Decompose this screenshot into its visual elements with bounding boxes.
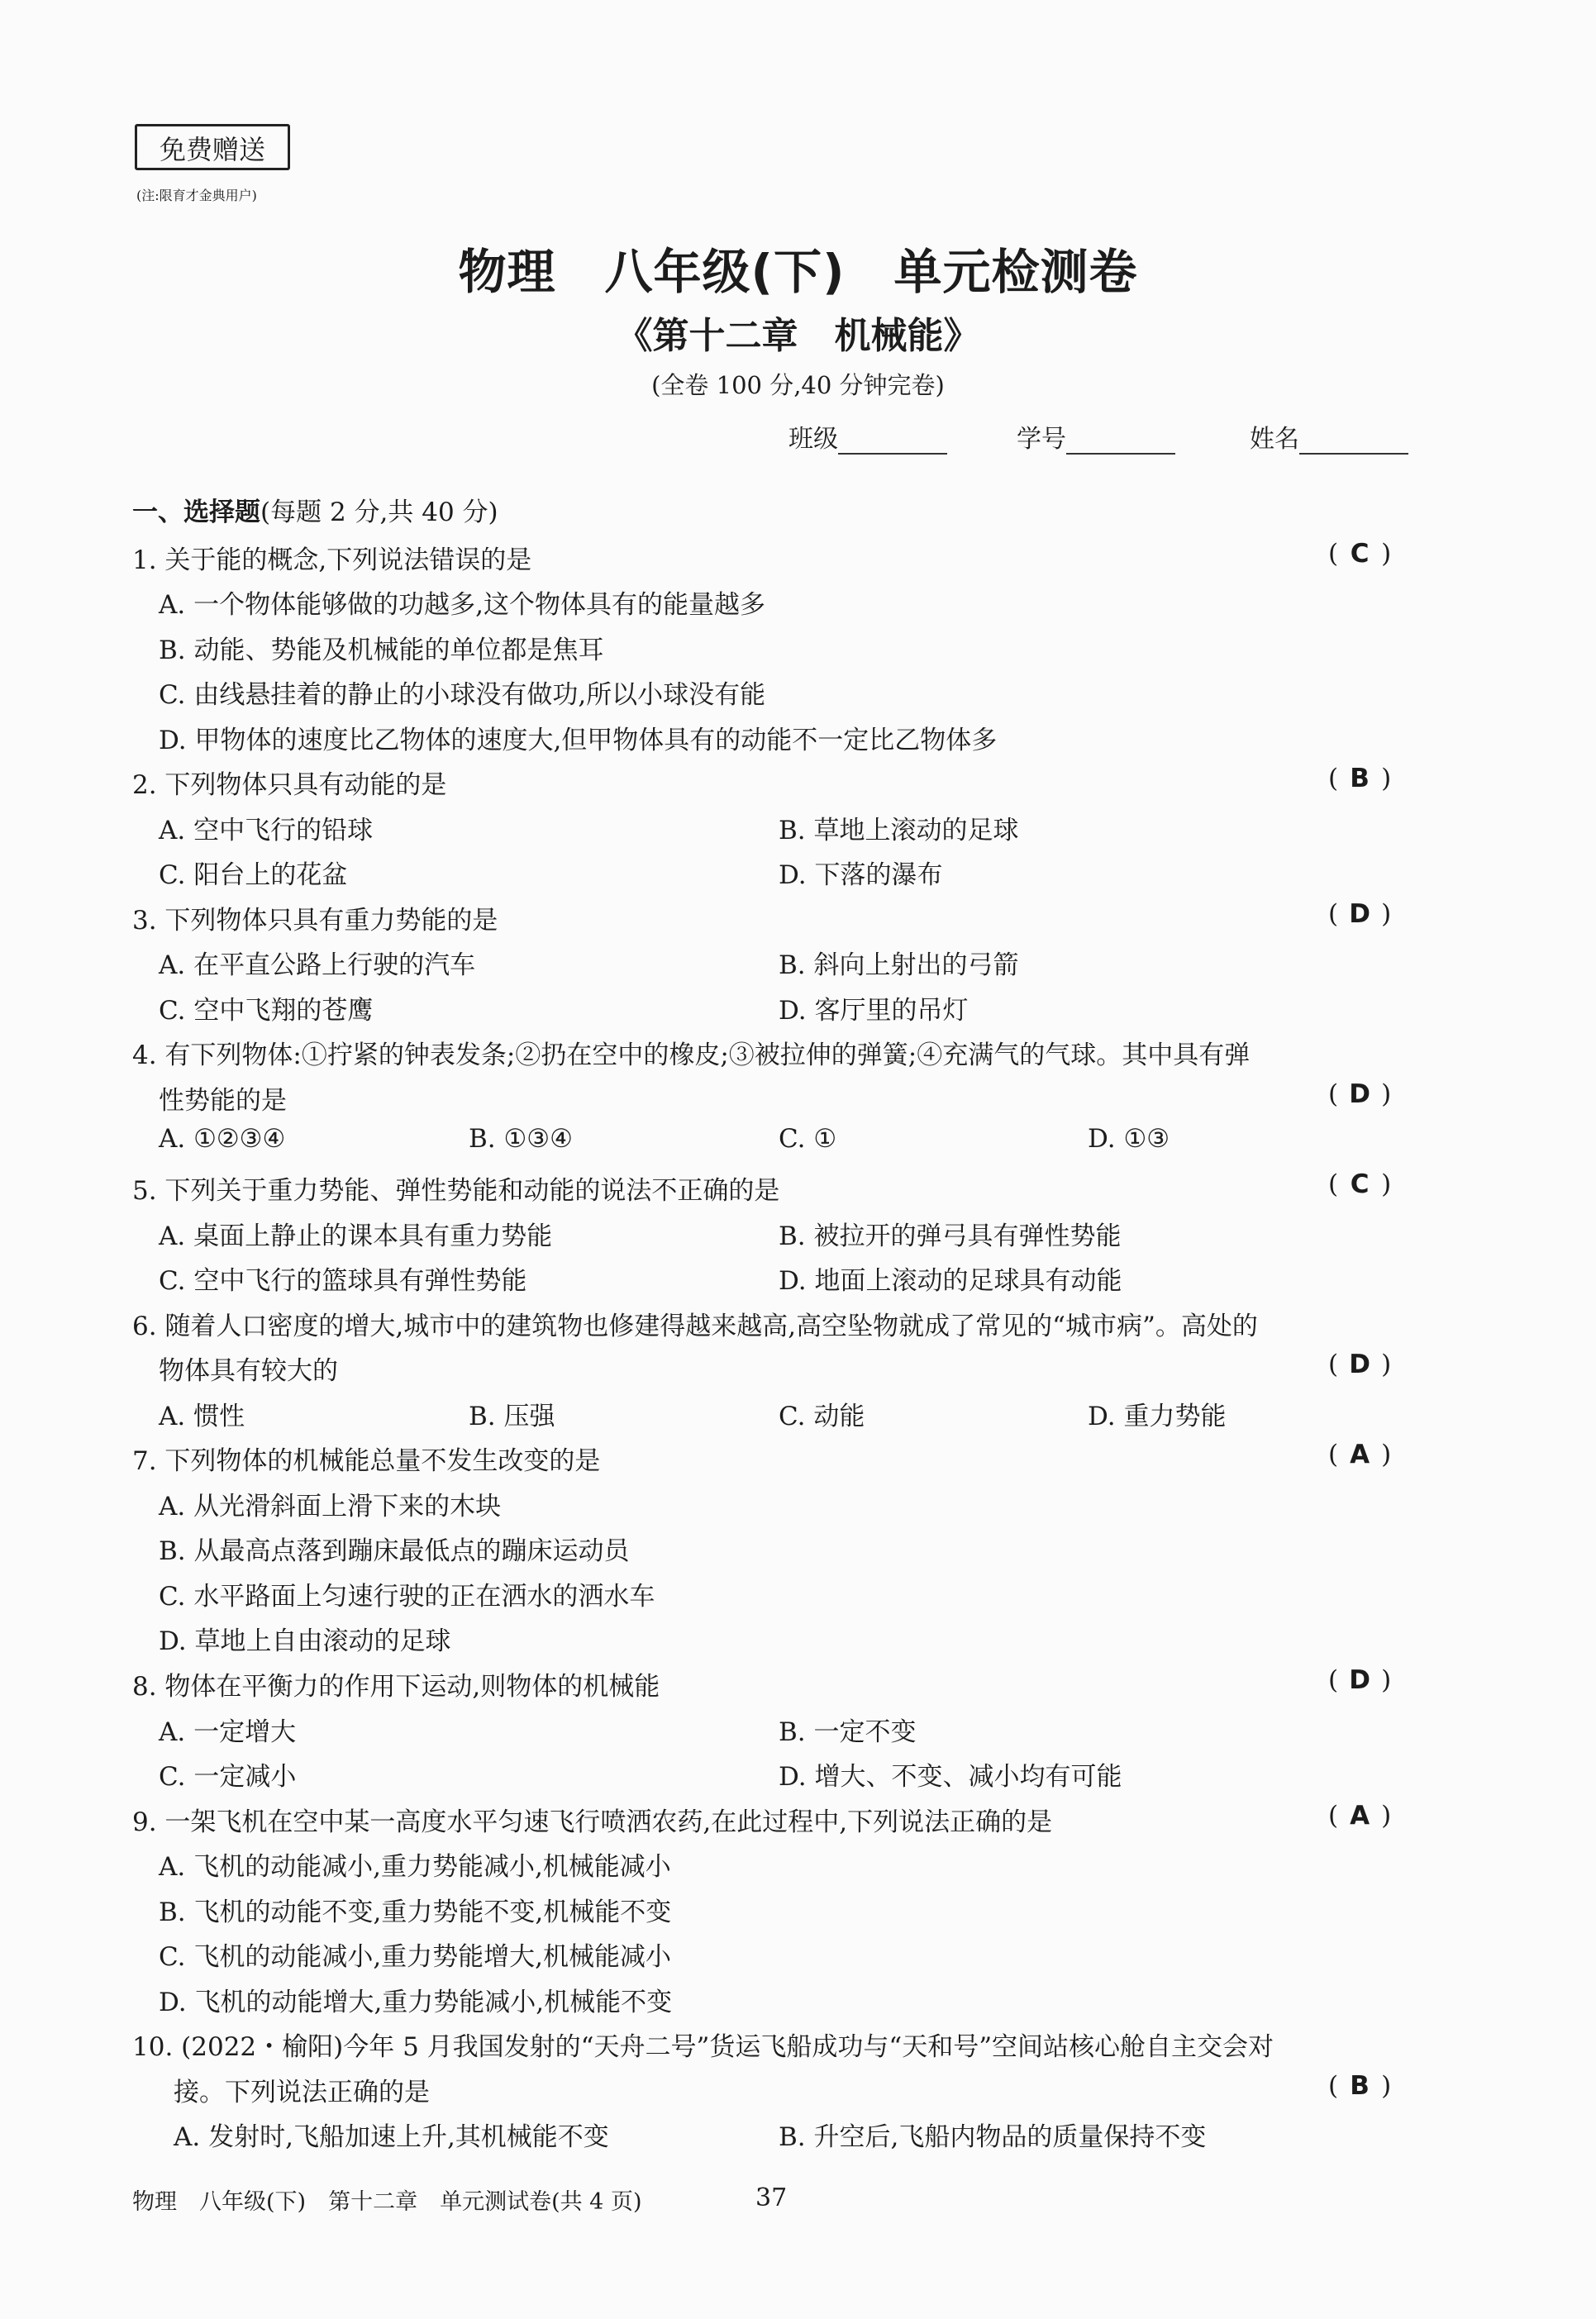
student-no-field — [1017, 418, 1175, 455]
option-5c: C. 空中飞行的篮球具有弹性势能 — [159, 1266, 527, 1296]
option-7a: A. 从光滑斜面上滑下来的木块 — [159, 1492, 502, 1521]
question-6-cont: 物体具有较大的 — [159, 1356, 338, 1386]
option-7d: D. 草地上自由滚动的足球 — [159, 1626, 451, 1656]
option-9d: D. 飞机的动能增大,重力势能减小,机械能不变 — [159, 1988, 673, 2017]
option-9b: B. 飞机的动能不变,重力势能不变,机械能不变 — [159, 1898, 672, 1927]
gift-note: (注:限育才金典用户) — [136, 188, 257, 203]
option-5b: B. 被拉开的弹弓具有弹性势能 — [779, 1221, 1122, 1251]
gift-stamp: 免费赠送 — [135, 124, 290, 170]
option-3b: B. 斜向上射出的弓箭 — [779, 950, 1019, 980]
option-8c: C. 一定减小 — [159, 1762, 297, 1792]
question-6: 6. 随着人口密度的增大,城市中的建筑物也修建得越来越高,高空坠物就成了常见的“城市病”。高处的 — [132, 1312, 1258, 1341]
class-field — [788, 418, 947, 455]
option-2b: B. 草地上滚动的足球 — [779, 816, 1019, 845]
question-7: 7. 下列物体的机械能总量不发生改变的是 — [132, 1446, 601, 1476]
class-blank[interactable] — [838, 428, 947, 455]
option-7c: C. 水平路面上匀速行驶的正在洒水的洒水车 — [159, 1582, 655, 1612]
option-1c: C. 由线悬挂着的静止的小球没有做功,所以小球没有能 — [159, 680, 766, 710]
option-1b: B. 动能、势能及机械能的单位都是焦耳 — [159, 636, 604, 665]
option-4d: D. ①③ — [1088, 1124, 1170, 1154]
answer-4: ( D ) — [1328, 1079, 1392, 1109]
section-note: (每题 2 分,共 40 分) — [260, 498, 498, 527]
question-2: 2. 下列物体只具有动能的是 — [132, 770, 447, 800]
option-6a: A. 惯性 — [159, 1402, 245, 1431]
option-4c: C. ① — [779, 1124, 837, 1154]
answer-7: ( A ) — [1328, 1440, 1392, 1469]
option-6c: C. 动能 — [779, 1402, 865, 1431]
option-8b: B. 一定不变 — [779, 1717, 917, 1747]
question-4: 4. 有下列物体:①拧紧的钟表发条;②扔在空中的橡皮;③被拉伸的弹簧;④充满气的气球。其中具有弹 — [132, 1040, 1251, 1070]
option-4b: B. ①③④ — [469, 1124, 573, 1154]
option-10a: A. 发射时,飞船加速上升,其机械能不变 — [174, 2122, 609, 2152]
option-2a: A. 空中飞行的铅球 — [159, 816, 374, 845]
name-field — [1250, 418, 1408, 455]
page-number: 37 — [755, 2183, 788, 2212]
option-3c: C. 空中飞翔的苍鹰 — [159, 996, 374, 1026]
option-3a: A. 在平直公路上行驶的汽车 — [159, 950, 476, 980]
option-5d: D. 地面上滚动的足球具有动能 — [779, 1266, 1122, 1296]
option-10b: B. 升空后,飞船内物品的质量保持不变 — [779, 2122, 1207, 2152]
name-blank[interactable] — [1299, 428, 1408, 455]
student-no-blank[interactable] — [1066, 428, 1175, 455]
answer-6: ( D ) — [1328, 1350, 1392, 1379]
page-footer: 物理 八年级(下) 第十二章 单元测试卷(共 4 页) — [132, 2189, 642, 2215]
question-1: 1. 关于能的概念,下列说法错误的是 — [132, 545, 532, 575]
option-6d: D. 重力势能 — [1088, 1402, 1227, 1431]
option-3d: D. 客厅里的吊灯 — [779, 996, 969, 1026]
section-heading — [132, 491, 498, 528]
answer-10: ( B ) — [1328, 2071, 1392, 2101]
exam-note: (全卷 100 分,40 分钟完卷) — [651, 371, 945, 399]
option-9a: A. 飞机的动能减小,重力势能减小,机械能减小 — [159, 1852, 671, 1882]
option-4a: A. ①②③④ — [159, 1124, 286, 1154]
question-4-cont: 性势能的是 — [159, 1086, 287, 1116]
option-2d: D. 下落的瀑布 — [779, 860, 943, 890]
question-3: 3. 下列物体只具有重力势能的是 — [132, 906, 498, 936]
answer-5: ( C ) — [1328, 1169, 1392, 1199]
option-1d: D. 甲物体的速度比乙物体的速度大,但甲物体具有的动能不一定比乙物体多 — [159, 726, 998, 755]
option-6b: B. 压强 — [469, 1402, 555, 1431]
answer-9: ( A ) — [1328, 1801, 1392, 1831]
name-label: 姓名 — [1250, 425, 1299, 454]
option-1a: A. 一个物体能够做的功越多,这个物体具有的能量越多 — [159, 590, 765, 620]
answer-1: ( C ) — [1328, 539, 1392, 569]
section-title: 一、选择题 — [132, 498, 260, 527]
question-10: 10. (2022・榆阳)今年 5 月我国发射的“天舟二号”货运飞船成功与“天和号”空间站核心舱自主交会对 — [132, 2032, 1274, 2062]
option-7b: B. 从最高点落到蹦床最低点的蹦床运动员 — [159, 1536, 630, 1566]
option-8d: D. 增大、不变、减小均有可能 — [779, 1762, 1122, 1792]
question-5: 5. 下列关于重力势能、弹性势能和动能的说法不正确的是 — [132, 1176, 780, 1206]
answer-3: ( D ) — [1328, 899, 1392, 929]
question-9: 9. 一架飞机在空中某一高度水平匀速飞行喷洒农药,在此过程中,下列说法正确的是 — [132, 1807, 1053, 1837]
answer-8: ( D ) — [1328, 1665, 1392, 1695]
chapter-subtitle: 《第十二章 机械能》 — [616, 315, 980, 357]
question-10-cont: 接。下列说法正确的是 — [174, 2078, 430, 2107]
page-title: 物理 八年级(下) 单元检测卷 — [458, 244, 1138, 300]
answer-2: ( B ) — [1328, 764, 1392, 793]
option-8a: A. 一定增大 — [159, 1717, 297, 1747]
option-2c: C. 阳台上的花盆 — [159, 860, 348, 890]
question-8: 8. 物体在平衡力的作用下运动,则物体的机械能 — [132, 1672, 660, 1702]
option-5a: A. 桌面上静止的课本具有重力势能 — [159, 1221, 553, 1251]
option-9c: C. 飞机的动能减小,重力势能增大,机械能减小 — [159, 1942, 672, 1972]
class-label: 班级 — [788, 425, 838, 454]
student-no-label: 学号 — [1017, 425, 1066, 454]
